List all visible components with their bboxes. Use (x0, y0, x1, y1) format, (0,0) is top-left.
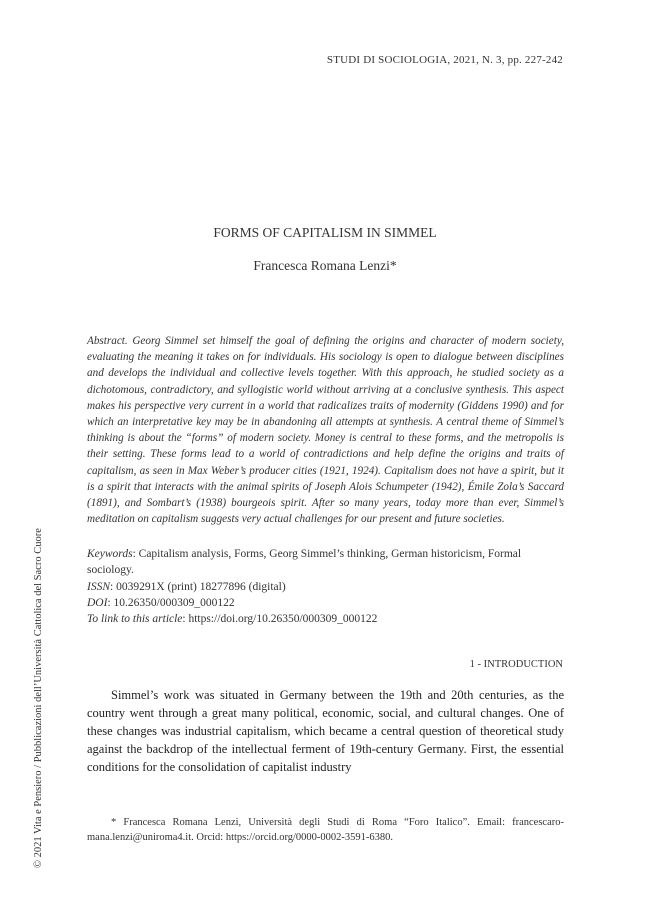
issn-value: : 0039291X (print) 18277896 (digital) (110, 580, 286, 593)
abstract: Abstract. Georg Simmel set himself the goal of defining the origins and character of modern society, evaluating the meaning it takes on for individuals. His sociology is open to dialogue between disciplines and develops the individual and collective levels together. With this approach, he studied society as a dichotomous, contradictory, and syllogistic world without arriving at a conclusive synthesis. This aspect makes his perspective very current in a world that radicalizes traits of modernity (Giddens 1990) and for which an interpretative key may be in abandoning all attempts at synthesis. A central theme of Simmel’s thinking is about the “forms” of modern society. Money is central to these forms, and the metropolis is their setting. These forms lead to a world of contradictions and help define the origins and traits of capitalism, as seen in Max Weber’s producer cities (1921, 1924). Capitalism does not have a spirit, but it is a spirit that interacts with the animal spirits of Joseph Alois Schumpeter (1942), Émile Zola’s Saccard (1891), and Sombart’s (1938) bourgeois spirit. After so many years, today more than ever, Simmel’s meditation on capitalism suggests very actual challenges for our present and future societies. (87, 335, 564, 526)
footnote: * Francesca Romana Lenzi, Università degli Studi di Roma “Foro Italico”. Email: francescaro-mana.lenzi@uniroma4.it. Orcid: https://orcid.org/0000-0002-3591-6380. (87, 817, 564, 843)
doi-line (87, 595, 564, 611)
keywords-line (87, 546, 564, 579)
article-link-line (87, 611, 564, 627)
doi-label: DOI (87, 596, 108, 609)
doi-value: : 10.26350/000309_000122 (107, 596, 235, 609)
issn-line (87, 579, 564, 595)
keywords-value: : Capitalism analysis, Forms, Georg Simmel’s thinking, German historicism, Formal sociology. (87, 548, 522, 577)
article-title: FORMS OF CAPITALISM IN SIMMEL (213, 225, 437, 240)
copyright-side-text: © 2021 Vita e Pensiero / Pubblicazioni dell’Università Cattolica del Sacro Cuore (33, 528, 44, 868)
keywords-label: Keywords (87, 548, 133, 560)
journal-header: STUDI DI SOCIOLOGIA, 2021, N. 3, pp. 227-242 (326, 54, 563, 66)
section-heading: 1 - INTRODUCTION (469, 659, 563, 670)
body-paragraph: Simmel’s work was situated in Germany between the 19th and 20th centuries, as the country went through a great many political, economic, social, and cultural changes. One of these changes was industrial capitalism, which became a central question of theoretical study against the backdrop of the intellectual ferment of 19th-century Germany. First, the essential conditions for the consolidation of capitalist industry (87, 688, 564, 774)
article-metadata (87, 546, 564, 627)
article-link-label: To link to this article (87, 613, 183, 626)
article-link-value[interactable]: : https://doi.org/10.26350/000309_000122 (182, 613, 378, 626)
issn-label: ISSN (87, 580, 110, 593)
article-author: Francesca Romana Lenzi* (253, 258, 397, 273)
